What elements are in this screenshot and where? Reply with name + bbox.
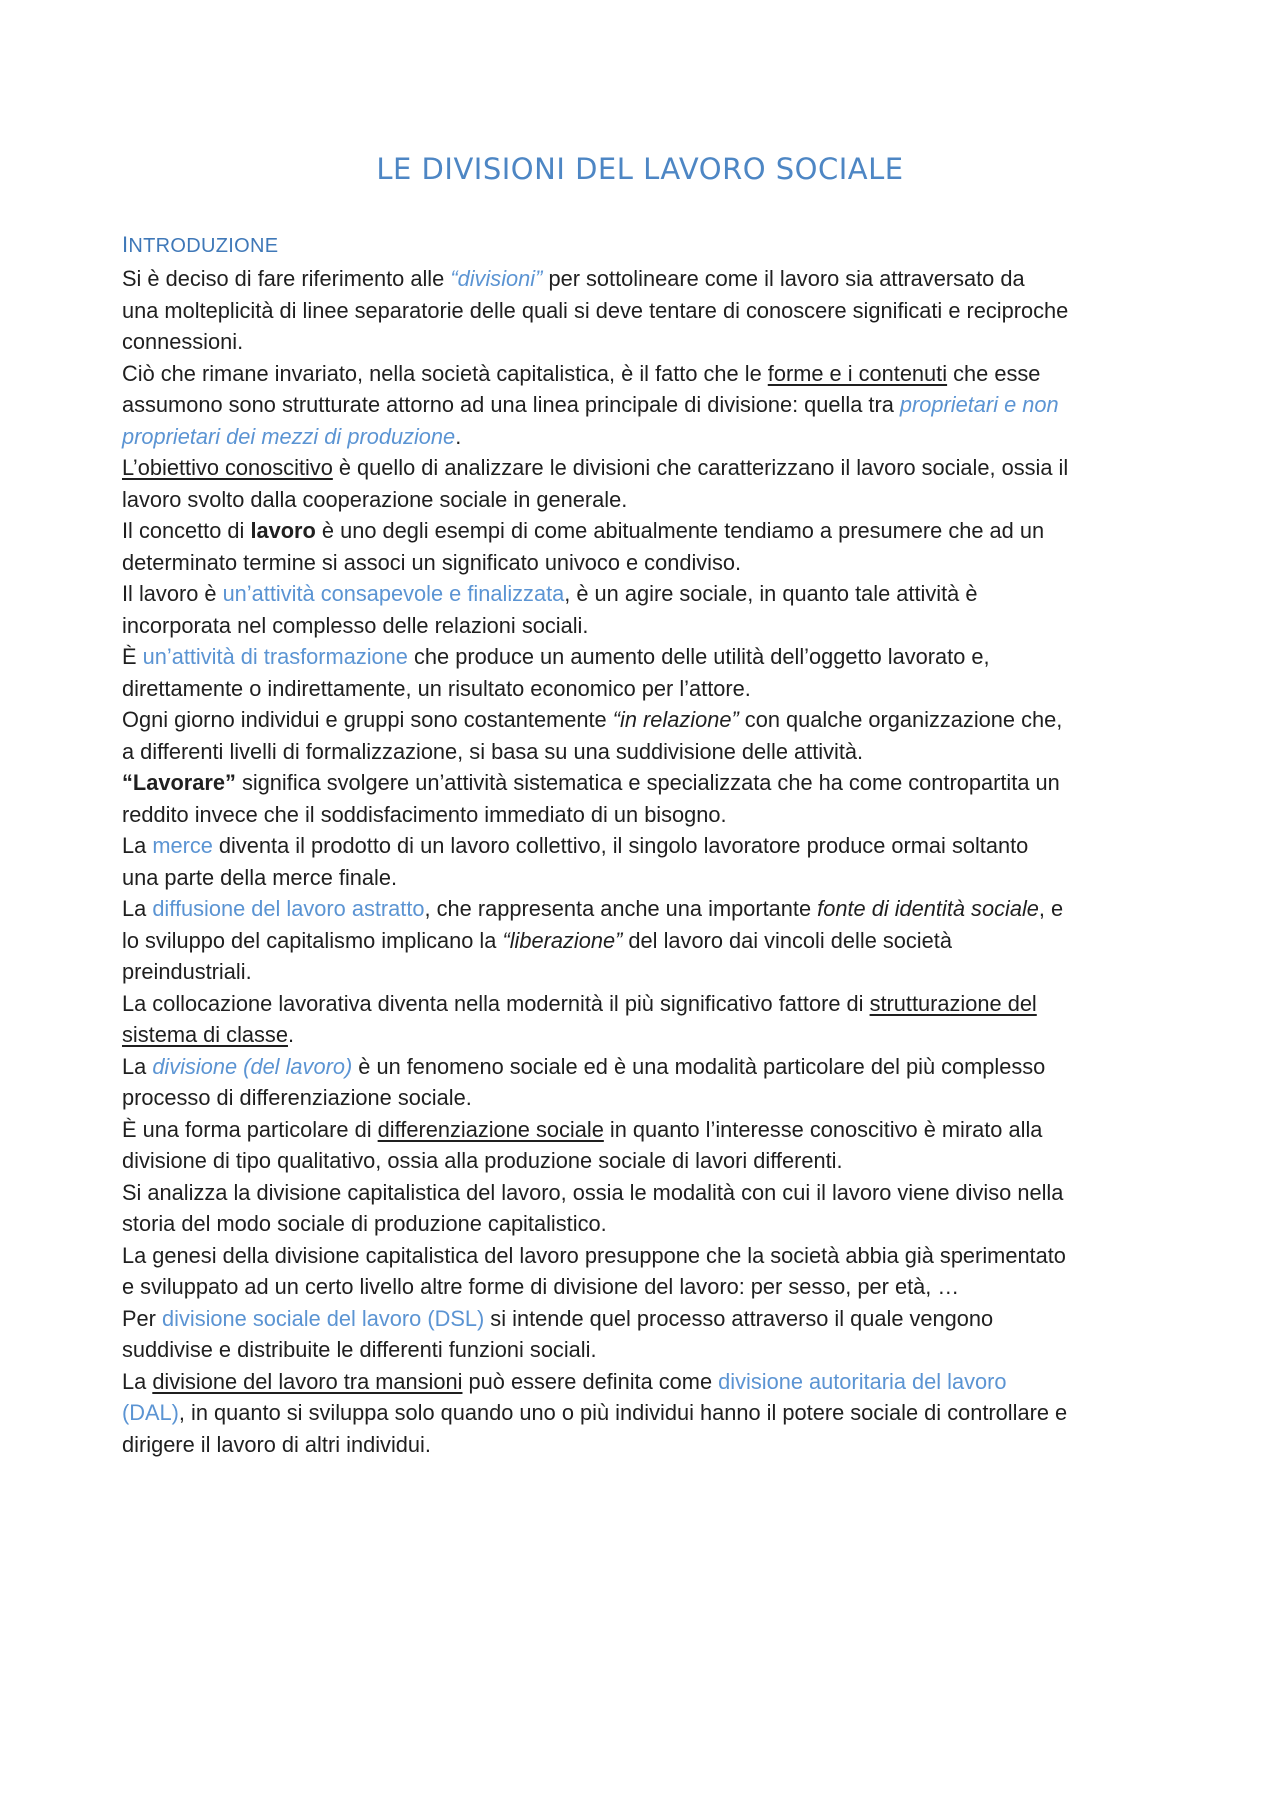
underlined-term: differenziazione sociale	[377, 1116, 604, 1142]
text-run: con qualche organizzazione che,	[738, 707, 1063, 732]
underlined-term: sistema di classe	[122, 1022, 288, 1047]
text-line	[122, 1177, 1172, 1209]
section-heading-initial: I	[122, 232, 129, 257]
text-line	[122, 295, 1172, 327]
text-line	[122, 421, 1172, 453]
text-run: reddito invece che il soddisfacimento immediato di un bisogno.	[122, 801, 727, 827]
underlined-term: divisione del lavoro tra mansioni	[152, 1368, 463, 1394]
text-run: una parte della merce finale.	[122, 864, 398, 890]
underlined-term: forme e i contenuti	[767, 360, 948, 386]
text-run: Si analizza la divisione capitalistica del lavoro, ossia le modalità con cui il lavoro viene diviso nella	[122, 1179, 1064, 1205]
text-run: , e	[1038, 896, 1064, 921]
text-run: La	[122, 896, 153, 921]
text-line	[122, 1366, 1172, 1398]
text-line	[122, 925, 1172, 957]
text-line	[122, 1145, 1172, 1177]
text-run: storia del modo sociale di produzione capitalistico.	[122, 1211, 607, 1236]
text-run: a differenti livelli di formalizzazione, si basa su una suddivisione delle attività.	[122, 738, 864, 764]
italic-term: fonte di identità sociale	[817, 896, 1039, 921]
text-run: si intende quel processo attraverso il quale vengono	[484, 1305, 994, 1331]
text-run: È una forma particolare di	[122, 1116, 378, 1142]
text-line	[122, 1334, 1172, 1366]
text-line	[122, 389, 1172, 421]
section-heading-introduzione	[122, 232, 278, 258]
text-run: connessioni.	[122, 329, 244, 354]
text-line	[122, 326, 1172, 358]
text-line	[122, 1019, 1172, 1051]
italic-term: “in relazione”	[612, 707, 739, 732]
text-run: processo di differenziazione sociale.	[122, 1085, 472, 1110]
text-line	[122, 452, 1172, 484]
text-line	[122, 1397, 1172, 1429]
text-run: .	[455, 423, 462, 449]
text-run: determinato termine si associ un significato univoco e condiviso.	[122, 549, 742, 575]
text-line	[122, 1082, 1172, 1114]
text-line	[122, 673, 1172, 705]
text-run: che esse	[947, 360, 1041, 386]
text-run: una molteplicità di linee separatorie delle quali si deve tentare di conoscere significati e reciproche	[122, 297, 1069, 323]
text-run: che produce un aumento delle utilità dell’oggetto lavorato e,	[407, 644, 990, 669]
highlighted-term: diffusione del lavoro astratto	[152, 896, 425, 921]
highlighted-term: un’attività di trasformazione	[142, 644, 408, 669]
bold-term: “Lavorare”	[122, 770, 236, 795]
text-line	[122, 767, 1172, 799]
text-run: Il lavoro è	[122, 581, 223, 606]
text-run: suddivise e distribuite le differenti funzioni sociali.	[122, 1337, 597, 1362]
text-line	[122, 484, 1172, 516]
text-line	[122, 736, 1172, 768]
text-run: lo sviluppo del capitalismo implicano la	[122, 927, 503, 953]
text-line	[122, 704, 1172, 736]
highlighted-term: (DAL)	[122, 1400, 179, 1425]
text-run: per sottolineare come il lavoro sia attraversato da	[542, 266, 1025, 291]
italic-term: “liberazione”	[502, 927, 623, 953]
text-run: dirigere il lavoro di altri individui.	[122, 1431, 431, 1457]
highlighted-term: un’attività consapevole e finalizzata	[222, 581, 565, 606]
text-line	[122, 1240, 1172, 1272]
text-line	[122, 1114, 1172, 1146]
document-title: LE DIVISIONI DEL LAVORO SOCIALE	[376, 152, 904, 186]
text-line	[122, 358, 1172, 390]
text-line	[122, 610, 1172, 642]
text-run: , è un agire sociale, in quanto tale attività è	[564, 581, 978, 606]
document-body	[122, 263, 1172, 1460]
highlighted-term: divisione autoritaria del lavoro	[718, 1368, 1007, 1394]
text-run: del lavoro dai vincoli delle società	[622, 927, 952, 953]
text-run: , in quanto si sviluppa solo quando uno o più individui hanno il potere sociale di controllare e	[178, 1400, 1068, 1425]
text-run: direttamente o indirettamente, un risultato economico per l’attore.	[122, 675, 751, 701]
underlined-term: L’obiettivo conoscitivo	[122, 455, 333, 480]
text-line	[122, 1051, 1172, 1083]
text-line	[122, 1208, 1172, 1240]
text-run: preindustriali.	[122, 959, 252, 984]
text-line	[122, 862, 1172, 894]
text-run: La	[122, 1368, 153, 1394]
text-run: .	[287, 1022, 295, 1047]
text-line	[122, 1303, 1172, 1335]
text-line	[122, 988, 1172, 1020]
text-run: Si è deciso di fare riferimento alle	[122, 266, 451, 291]
text-line	[122, 1429, 1172, 1461]
highlighted-term: “divisioni”	[450, 266, 543, 291]
text-run: è quello di analizzare le divisioni che caratterizzano il lavoro sociale, ossia il	[332, 455, 1069, 480]
highlighted-term: proprietari e non	[899, 392, 1059, 417]
highlighted-term: proprietari dei mezzi di produzione	[122, 423, 456, 449]
text-line	[122, 641, 1172, 673]
text-run: La collocazione lavorativa diventa nella modernità il più significativo fattore di	[122, 990, 870, 1016]
underlined-term: strutturazione del	[869, 990, 1037, 1016]
text-run: La genesi della divisione capitalistica del lavoro presuppone che la società abbia già sperimentato	[122, 1242, 1066, 1268]
text-run: incorporata nel complesso delle relazioni sociali.	[122, 612, 589, 638]
text-line	[122, 547, 1172, 579]
text-run: Il concetto di	[122, 518, 251, 543]
text-run: Per	[122, 1305, 162, 1331]
text-run: significa svolgere un’attività sistematica e specializzata che ha come contropartita un	[235, 770, 1060, 795]
text-run: assumono sono strutturate attorno ad una linea principale di divisione: quella tra	[122, 392, 900, 417]
highlighted-term: merce	[152, 833, 213, 858]
text-run: Ogni giorno individui e gruppi sono costantemente	[122, 707, 613, 732]
text-run: è uno degli esempi di come abitualmente tendiamo a presumere che ad un	[315, 518, 1045, 543]
text-line	[122, 830, 1172, 862]
highlighted-term: divisione sociale del lavoro (DSL)	[161, 1305, 485, 1331]
text-run: è un fenomeno sociale ed è una modalità particolare del più complesso	[352, 1053, 1046, 1079]
text-line	[122, 1271, 1172, 1303]
text-run: lavoro svolto dalla cooperazione sociale in generale.	[122, 486, 628, 512]
text-run: La	[122, 833, 153, 858]
section-heading-rest: NTRODUZIONE	[128, 235, 279, 257]
text-run: diventa il prodotto di un lavoro collettivo, il singolo lavoratore produce ormai soltanto	[212, 833, 1029, 858]
text-line	[122, 578, 1172, 610]
text-line	[122, 799, 1172, 831]
text-run: La	[122, 1053, 153, 1079]
text-line	[122, 263, 1172, 295]
text-line	[122, 515, 1172, 547]
text-run: in quanto l’interesse conoscitivo è mirato alla	[603, 1116, 1043, 1142]
text-run: può essere definita come	[462, 1368, 719, 1394]
text-run: , che rappresenta anche una importante	[424, 896, 818, 921]
text-line	[122, 956, 1172, 988]
text-run: Ciò che rimane invariato, nella società capitalistica, è il fatto che le	[122, 360, 768, 386]
text-run: e sviluppato ad un certo livello altre forme di divisione del lavoro: per sesso, per età, …	[122, 1274, 960, 1299]
text-run: divisione di tipo qualitativo, ossia alla produzione sociale di lavori differenti.	[122, 1148, 843, 1173]
bold-term: lavoro	[250, 518, 316, 543]
text-line	[122, 893, 1172, 925]
text-run: È	[122, 644, 143, 669]
highlighted-term: divisione (del lavoro)	[152, 1053, 353, 1079]
